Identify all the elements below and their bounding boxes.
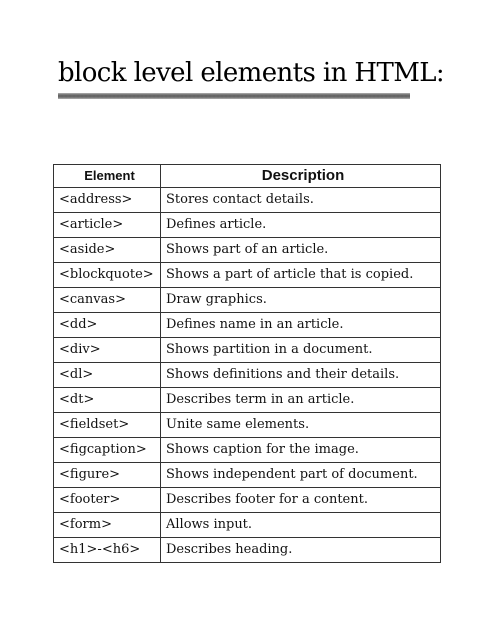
table-row (54, 413, 441, 438)
element-cell: <dl> (54, 363, 161, 388)
table-row (54, 513, 441, 538)
element-cell: <article> (54, 213, 161, 238)
description-cell: Describes heading. (161, 538, 441, 563)
description-cell: Stores contact details. (161, 188, 441, 213)
table-row (54, 263, 441, 288)
table-row (54, 438, 441, 463)
element-cell: <dd> (54, 313, 161, 338)
table-row (54, 338, 441, 363)
description-cell: Unite same elements. (161, 413, 441, 438)
description-cell: Shows part of an article. (161, 238, 441, 263)
description-cell: Describes footer for a content. (161, 488, 441, 513)
description-cell: Draw graphics. (161, 288, 441, 313)
table-row (54, 238, 441, 263)
table-row (54, 538, 441, 563)
element-cell: <footer> (54, 488, 161, 513)
table-row (54, 363, 441, 388)
description-cell: Shows caption for the image. (161, 438, 441, 463)
table-row (54, 313, 441, 338)
header-description: Description (161, 165, 441, 188)
element-cell: <address> (54, 188, 161, 213)
element-cell: <dt> (54, 388, 161, 413)
description-cell: Shows a part of article that is copied. (161, 263, 441, 288)
table-row (54, 213, 441, 238)
element-cell: <figure> (54, 463, 161, 488)
element-cell: <blockquote> (54, 263, 161, 288)
description-cell: Defines name in an article. (161, 313, 441, 338)
table-row (54, 463, 441, 488)
description-cell: Defines article. (161, 213, 441, 238)
table-row (54, 488, 441, 513)
page-title: block level elements in HTML: (58, 58, 445, 88)
elements-table (53, 164, 441, 563)
description-cell: Describes term in an article. (161, 388, 441, 413)
element-cell: <div> (54, 338, 161, 363)
table-row (54, 288, 441, 313)
table-body (54, 188, 441, 563)
element-cell: <canvas> (54, 288, 161, 313)
element-cell: <fieldset> (54, 413, 161, 438)
element-cell: <h1>-<h6> (54, 538, 161, 563)
element-cell: <figcaption> (54, 438, 161, 463)
table-row (54, 388, 441, 413)
description-cell: Shows partition in a document. (161, 338, 441, 363)
element-cell: <aside> (54, 238, 161, 263)
table-header-row (54, 165, 441, 188)
description-cell: Shows independent part of document. (161, 463, 441, 488)
title-underline-decoration (58, 92, 410, 100)
description-cell: Shows definitions and their details. (161, 363, 441, 388)
description-cell: Allows input. (161, 513, 441, 538)
element-cell: <form> (54, 513, 161, 538)
header-element: Element (54, 165, 161, 188)
table-row (54, 188, 441, 213)
